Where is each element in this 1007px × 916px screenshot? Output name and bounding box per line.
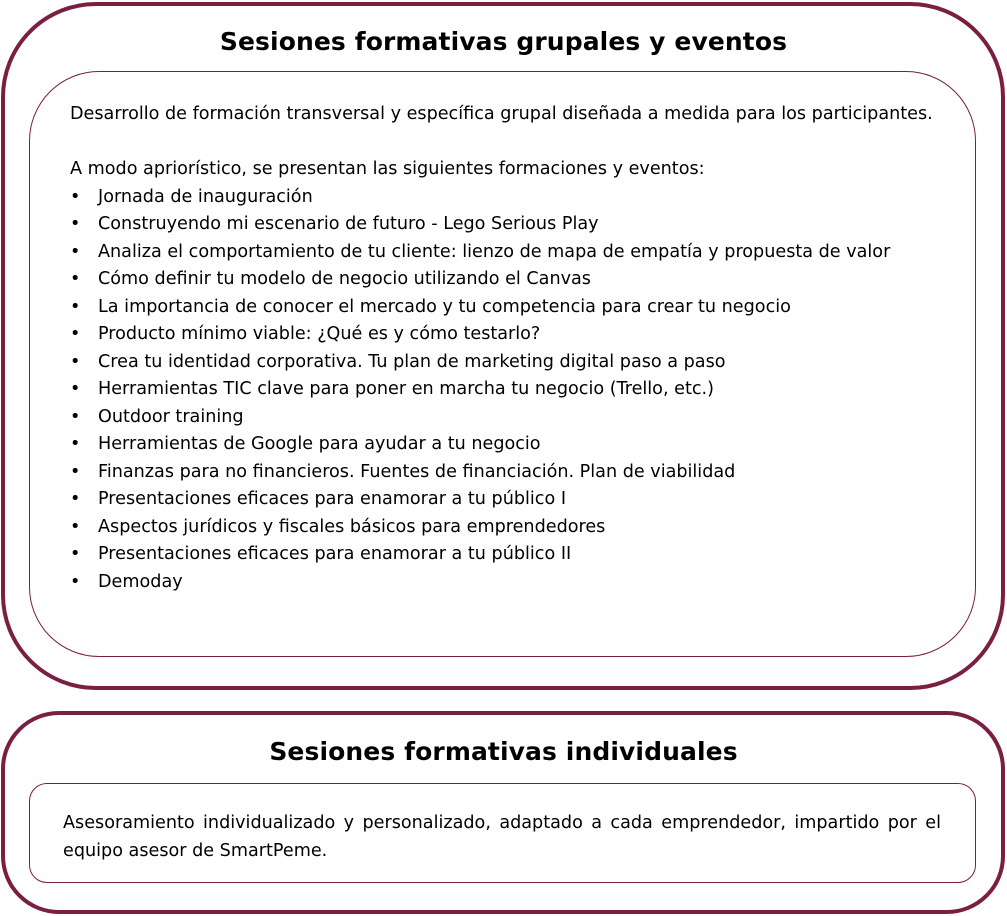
group-sessions-title: Sesiones formativas grupales y eventos xyxy=(219,27,788,56)
bullet-icon: • xyxy=(70,434,81,454)
group-sessions-content xyxy=(70,101,936,596)
bullet-icon: • xyxy=(70,351,81,372)
bullet-icon: • xyxy=(70,489,81,509)
training-list-item xyxy=(70,404,936,432)
training-list-item-label: Presentaciones eficaces para enamorar a tu público I xyxy=(98,489,567,509)
training-list-item-label: Analiza el comportamiento de tu cliente: lienzo de mapa de empatía y propuesta de valor xyxy=(98,241,891,262)
bullet-icon: • xyxy=(70,296,81,317)
training-list-item xyxy=(70,239,936,267)
training-list-item xyxy=(70,569,936,597)
training-list-item-label: Construyendo mi escenario de futuro - Lego Serious Play xyxy=(98,214,599,234)
training-list-item-label: La importancia de conocer el mercado y tu competencia para crear tu negocio xyxy=(98,296,791,317)
bullet-icon: • xyxy=(70,379,81,399)
individual-sessions-description: Asesoramiento individualizado y personalizado, adaptado a cada emprendedor, impartido por el equipo asesor de SmartPeme. xyxy=(63,813,941,861)
bullet-icon: • xyxy=(70,544,81,564)
individual-sessions-title: Sesiones formativas individuales xyxy=(269,737,738,766)
training-list-item-label: Outdoor training xyxy=(98,406,244,427)
training-list-item xyxy=(70,184,936,212)
training-list-item xyxy=(70,459,936,487)
training-list-item xyxy=(70,211,936,239)
training-list-item-label: Demoday xyxy=(98,571,183,592)
training-list-item-label: Jornada de inauguración xyxy=(98,186,313,207)
bullet-icon: • xyxy=(70,186,81,207)
bullet-icon: • xyxy=(70,214,81,234)
training-list-item xyxy=(70,376,936,404)
training-list-item xyxy=(70,321,936,349)
bullet-icon: • xyxy=(70,269,81,289)
training-list-item-label: Herramientas TIC clave para poner en marcha tu negocio (Trello, etc.) xyxy=(98,379,714,399)
bullet-icon: • xyxy=(70,516,81,537)
training-list-item-label: Crea tu identidad corporativa. Tu plan de marketing digital paso a paso xyxy=(98,351,726,372)
training-list-item xyxy=(70,266,936,294)
training-list-item-label: Producto mínimo viable: ¿Qué es y cómo testarlo? xyxy=(98,324,541,344)
training-list-item xyxy=(70,431,936,459)
bullet-icon: • xyxy=(70,406,81,427)
training-list-item xyxy=(70,294,936,322)
bullet-icon: • xyxy=(70,571,81,592)
training-list-item-label: Herramientas de Google para ayudar a tu negocio xyxy=(98,434,541,454)
training-list xyxy=(70,184,936,597)
individual-sessions-content xyxy=(63,810,941,865)
training-list-item-label: Cómo definir tu modelo de negocio utilizando el Canvas xyxy=(98,269,591,289)
training-list-item-label: Finanzas para no financieros. Fuentes de financiación. Plan de viabilidad xyxy=(98,461,736,482)
training-list-item xyxy=(70,541,936,569)
bullet-icon: • xyxy=(70,241,81,262)
training-list-item-label: Presentaciones eficaces para enamorar a tu público II xyxy=(98,544,572,564)
training-list-item-label: Aspectos jurídicos y fiscales básicos para emprendedores xyxy=(98,516,606,537)
training-list-item xyxy=(70,349,936,377)
training-list-item xyxy=(70,486,936,514)
paragraph-spacer xyxy=(70,129,936,157)
group-sessions-intro: A modo apriorístico, se presentan las siguientes formaciones y eventos: xyxy=(70,159,705,179)
bullet-icon: • xyxy=(70,324,81,344)
training-list-item xyxy=(70,514,936,542)
group-sessions-description: Desarrollo de formación transversal y específica grupal diseñada a medida para los participantes. xyxy=(70,104,933,124)
bullet-icon: • xyxy=(70,461,81,482)
